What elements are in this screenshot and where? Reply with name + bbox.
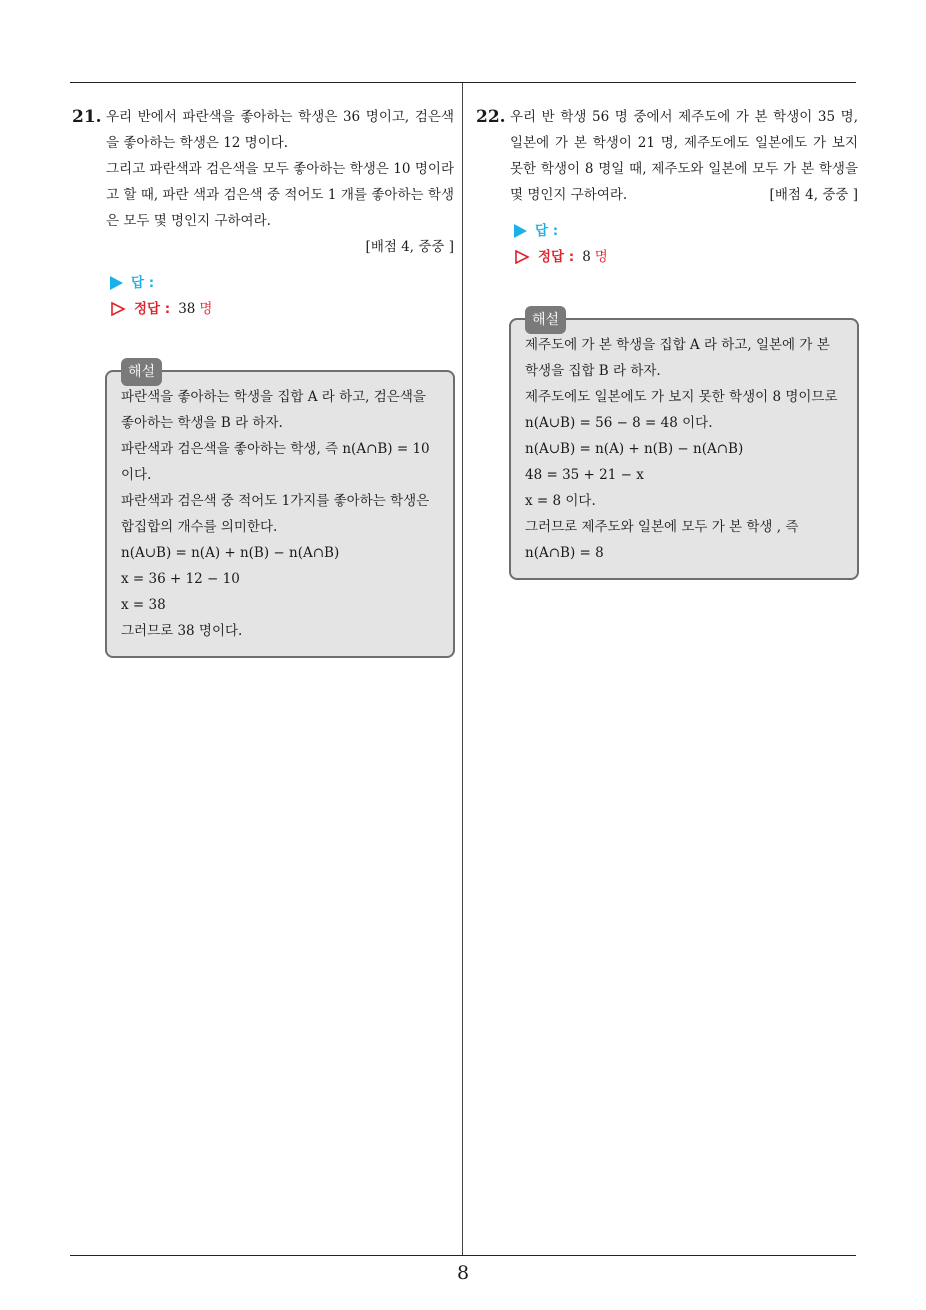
solution-line: x = 36 + 12 − 10 bbox=[121, 571, 240, 587]
solution-line: 파란색과 검은색을 좋아하는 학생, 즉 n(A∩B) = 10 이다. bbox=[121, 441, 430, 483]
answer-label: 답 : bbox=[535, 223, 559, 239]
solution-line: 그러므로 제주도와 일본에 모두 가 본 학생 , 즉 n(A∩B) = 8 bbox=[525, 519, 799, 561]
correct-answer-value: 38 bbox=[178, 301, 196, 317]
solution-tag: 해설 bbox=[121, 358, 162, 386]
score-label: [배점 4, 중중 ] bbox=[769, 187, 858, 203]
solution-box-21 bbox=[105, 364, 455, 658]
outline-triangle-icon bbox=[110, 301, 126, 317]
problem-number: 22. bbox=[476, 107, 506, 127]
answer-label: 답 : bbox=[131, 275, 155, 291]
header-rule bbox=[70, 82, 856, 83]
problem-21 bbox=[72, 104, 454, 260]
play-triangle-icon bbox=[110, 276, 123, 290]
correct-answer-row bbox=[110, 296, 454, 322]
problem-text: 우리 반에서 파란색을 좋아하는 학생은 36 명이고, 검은색을 좋아하는 학생은 12 명이다. bbox=[106, 109, 454, 151]
problem-21-column bbox=[72, 104, 454, 322]
problem-text: 우리 반 학생 56 명 중에서 제주도에 가 본 학생이 35 명, 일본에 가 본 학생이 21 명, 제주도에도 일본에도 가 보지 못한 학생이 8 명일 때, 제주도와 일본에 모두 가 본 학생을 몇 명인지 구하여라. [배점 4, 중중 ] bbox=[510, 104, 858, 208]
solution-line: 제주도에도 일본에도 가 보지 못한 학생이 8 명이므로 n(A∪B) = 56 − 8 = 48 이다. bbox=[525, 389, 838, 431]
correct-answer-value: 8 bbox=[582, 249, 591, 265]
solution-line: n(A∪B) = n(A) + n(B) − n(A∩B) bbox=[121, 545, 340, 561]
solution-line: x = 8 이다. bbox=[525, 493, 596, 509]
solution-line: x = 38 bbox=[121, 597, 166, 613]
correct-answer-row bbox=[514, 244, 858, 270]
score-label: [배점 4, 중중 ] bbox=[365, 239, 454, 255]
solution-line: n(A∪B) = n(A) + n(B) − n(A∩B) bbox=[525, 441, 744, 457]
problem-22 bbox=[476, 104, 858, 208]
correct-answer-label: 정답 : bbox=[134, 301, 171, 317]
play-triangle-icon bbox=[514, 224, 527, 238]
correct-answer-unit: 명 bbox=[594, 249, 608, 265]
outline-triangle-icon bbox=[514, 249, 530, 265]
solution-line: 파란색을 좋아하는 학생을 집합 A 라 하고, 검은색을 좋아하는 학생을 B 라 하자. bbox=[121, 389, 426, 431]
correct-answer-unit: 명 bbox=[199, 301, 213, 317]
problem-number: 21. bbox=[72, 107, 102, 127]
answer-row bbox=[514, 218, 858, 244]
solution-tag: 해설 bbox=[525, 306, 566, 334]
solution-line: 파란색과 검은색 중 적어도 1가지를 좋아하는 학생은 합집합의 개수를 의미한다. bbox=[121, 493, 430, 535]
correct-answer-label: 정답 : bbox=[538, 249, 575, 265]
problem-text: 그리고 파란색과 검은색을 모두 좋아하는 학생은 10 명이라고 할 때, 파란 색과 검은색 중 적어도 1 개를 좋아하는 학생은 모두 몇 명인지 구하여라. bbox=[106, 161, 454, 229]
solution-line: 48 = 35 + 21 − x bbox=[525, 467, 644, 483]
solution-line: 제주도에 가 본 학생을 집합 A 라 하고, 일본에 가 본 학생을 집합 B 라 하자. bbox=[525, 337, 830, 379]
answer-row bbox=[110, 270, 454, 296]
column-divider bbox=[462, 83, 463, 1255]
solution-line: 그러므로 38 명이다. bbox=[121, 623, 243, 639]
page-number: 8 bbox=[456, 1262, 470, 1284]
solution-box-22 bbox=[509, 312, 859, 580]
footer-rule bbox=[70, 1255, 856, 1256]
problem-22-column bbox=[476, 104, 858, 270]
